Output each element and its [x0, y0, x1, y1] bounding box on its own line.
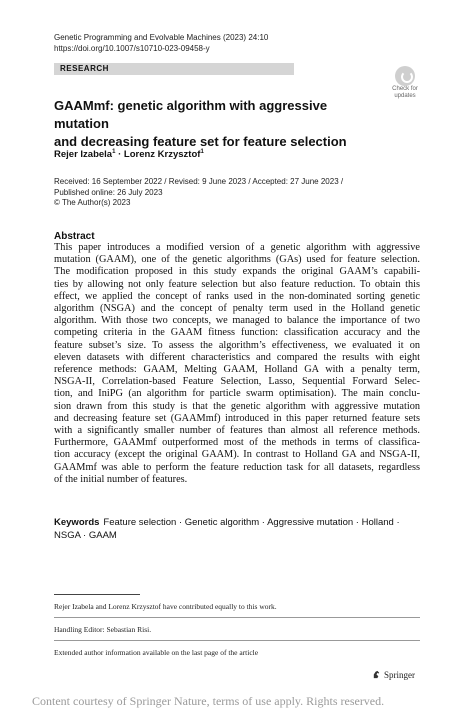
abstract-body: [54, 242, 420, 486]
abstract-line: algorithm (NSGA) and the concept of penalty term used in the Holland genetic: [54, 303, 420, 315]
abstract-line: GAAMmf was able to perform the feature reduction task for all datasets, regardless: [54, 461, 420, 473]
abstract-line: competing criteria in the GAAM fitness function: classification accuracy and the: [54, 327, 420, 339]
abstract-line: Furthermore, GAAMmf outperformed most of the methods in terms of classifica-: [54, 437, 420, 449]
paper-title: [54, 97, 384, 151]
abstract-line: feature subset’s size. To assess the algorithm’s effectiveness, we evaluated it on: [54, 339, 420, 351]
abstract-line: algorithm. With those two concepts, we managed to balance the importance of two: [54, 315, 420, 327]
keywords-line2: NSGA · GAAM: [54, 530, 117, 541]
copyright-notice: © The Author(s) 2023: [54, 198, 131, 207]
section-banner: [54, 63, 294, 75]
section-label: RESEARCH: [60, 64, 109, 73]
abstract-line: mutation (GAAM), one of the genetic algorithms (GAs) used for feature selection.: [54, 254, 420, 266]
springer-horse-icon: [372, 670, 381, 679]
abstract-line: and decreasing feature set (GAAMmf) introduced in this paper returned feature sets: [54, 412, 420, 424]
received-revised-accepted: Received: 16 September 2022 / Revised: 9 June 2023 / Accepted: 27 June 2023 /: [54, 177, 344, 186]
abstract-line: eleven datasets with different characteristics and compared the results with eight: [54, 351, 420, 363]
abstract-line: reference methods: GAAM, Melting GAAM, Holland GA with a penalty term,: [54, 364, 420, 376]
doi-link[interactable]: https://doi.org/10.1007/s10710-023-09458-y: [54, 44, 210, 53]
footnote-divider: [54, 594, 140, 595]
footnote-divider: [54, 640, 420, 641]
author-separator: ·: [115, 149, 124, 161]
paper-title-line1: GAAMmf: genetic algorithm with aggressive mutation: [54, 98, 328, 131]
abstract-line: with a significantly smaller number of features than almost all reference methods.: [54, 425, 420, 437]
author-list: [54, 149, 204, 160]
keywords-block: [54, 516, 420, 542]
journal-citation: Genetic Programming and Evolvable Machines (2023) 24:10: [54, 33, 269, 42]
publisher-logo: [372, 670, 415, 680]
abstract-line: NSGA-II, Correlation-based Feature Selection, Lasso, Sequential Forward Selec-: [54, 376, 420, 388]
abstract-line: of the initial number of features.: [54, 473, 188, 485]
keywords-line1: Feature selection · Genetic algorithm · Aggressive mutation · Holland ·: [103, 517, 400, 528]
abstract-line: tion accuracy (except the original GAAM). In contrast to Holland GA and NSGA-II,: [54, 449, 420, 461]
footnote-divider: [54, 617, 420, 618]
refresh-icon: [395, 66, 415, 86]
publication-history: [54, 177, 343, 209]
paper-title-line2: and decreasing feature set for feature selection: [54, 134, 347, 149]
abstract-line: sion drawn from this study is that the genetic algorithm with aggressive mutation: [54, 400, 420, 412]
published-online: Published online: 26 July 2023: [54, 187, 163, 197]
abstract-line: This paper introduces a modified version of a genetic algorithm with aggressive: [54, 242, 420, 253]
abstract-line: tion, and IniPG (an algorithm for particle swarm optimisation). The main conclu-: [54, 388, 420, 400]
abstract-line: ties by allowing not only feature selection but also feature reduction. To obtain this: [54, 278, 420, 290]
handling-editor-note: Handling Editor: Sebastian Risi.: [54, 625, 152, 634]
check-for-updates-badge[interactable]: [388, 66, 422, 102]
check-for-updates-line1: Check for: [392, 86, 418, 92]
author-name[interactable]: Rejer Izabela: [54, 149, 113, 161]
journal-header: [54, 32, 268, 54]
abstract-line: The modification proposed in this study expands the original GAAM’s capabili-: [54, 266, 420, 278]
author-name[interactable]: Lorenz Krzysztof: [123, 149, 201, 161]
courtesy-watermark: Content courtesy of Springer Nature, terms of use apply. Rights reserved.: [32, 694, 385, 708]
extended-author-info-note: Extended author information available on the last page of the article: [54, 648, 259, 657]
affiliation-marker: 1: [112, 149, 116, 155]
affiliation-marker: 1: [200, 149, 204, 155]
publisher-name: Springer: [384, 670, 415, 680]
abstract-heading: Abstract: [54, 231, 95, 242]
abstract-line: effect, we applied the concept of ranks used in the non-dominated sorting genetic: [54, 290, 420, 302]
check-for-updates-line2: updates: [394, 93, 416, 99]
equal-contribution-note: Rejer Izabela and Lorenz Krzysztof have contributed equally to this work.: [54, 602, 277, 611]
keywords-label: Keywords: [54, 517, 100, 528]
